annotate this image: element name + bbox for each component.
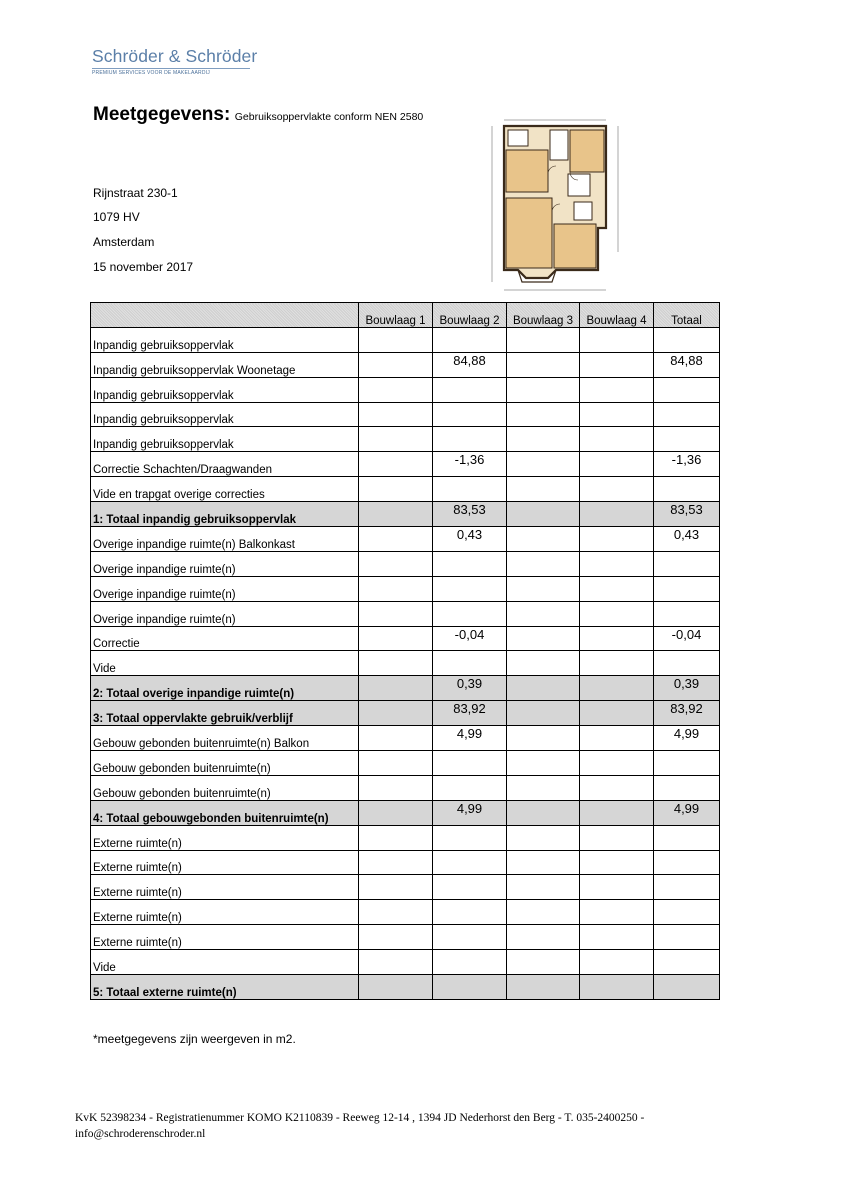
row-label: Overige inpandige ruimte(n) (91, 576, 359, 601)
table-header-label (91, 303, 359, 328)
row-label: 3: Totaal oppervlakte gebruik/verblijf (91, 701, 359, 726)
cell-b4 (580, 701, 654, 726)
address-city: Amsterdam (93, 235, 155, 249)
cell-b3 (507, 975, 580, 1000)
table-total-row (91, 701, 720, 726)
table-row (91, 900, 720, 925)
cell-totaal: 83,92 (654, 701, 720, 726)
cell-b3 (507, 502, 580, 527)
table-row (91, 427, 720, 452)
row-label: 4: Totaal gebouwgebonden buitenruimte(n) (91, 800, 359, 825)
table-row (91, 751, 720, 776)
page-title: Meetgegevens: (93, 104, 231, 125)
cell-totaal (654, 950, 720, 975)
cell-b2 (433, 975, 507, 1000)
cell-totaal: 4,99 (654, 726, 720, 751)
cell-b3 (507, 751, 580, 776)
cell-totaal (654, 477, 720, 502)
cell-totaal: -1,36 (654, 452, 720, 477)
row-label: Correctie Schachten/Draagwanden (91, 452, 359, 477)
cell-b2 (433, 402, 507, 427)
cell-b2: 0,39 (433, 676, 507, 701)
table-row (91, 527, 720, 552)
cell-b4 (580, 875, 654, 900)
cell-b3 (507, 651, 580, 676)
table-row (91, 452, 720, 477)
table-total-row (91, 800, 720, 825)
cell-totaal (654, 751, 720, 776)
cell-b2 (433, 925, 507, 950)
cell-b3 (507, 800, 580, 825)
cell-b2: 84,88 (433, 352, 507, 377)
cell-b1 (359, 676, 433, 701)
row-label: Gebouw gebonden buitenruimte(n) Balkon (91, 726, 359, 751)
company-logo (92, 46, 257, 76)
cell-b4 (580, 800, 654, 825)
cell-b1 (359, 775, 433, 800)
table-row (91, 327, 720, 352)
cell-totaal (654, 427, 720, 452)
table-row (91, 551, 720, 576)
cell-b1 (359, 850, 433, 875)
cell-totaal (654, 402, 720, 427)
table-row (91, 626, 720, 651)
cell-totaal (654, 850, 720, 875)
table-total-row (91, 975, 720, 1000)
cell-b3 (507, 925, 580, 950)
cell-b3 (507, 601, 580, 626)
cell-b2 (433, 327, 507, 352)
table-header-bouwlaag-4: Bouwlaag 4 (580, 303, 654, 328)
cell-totaal: 0,39 (654, 676, 720, 701)
cell-b1 (359, 875, 433, 900)
table-row (91, 775, 720, 800)
cell-b3 (507, 377, 580, 402)
row-label: Externe ruimte(n) (91, 925, 359, 950)
cell-b4 (580, 850, 654, 875)
cell-b1 (359, 825, 433, 850)
cell-b3 (507, 327, 580, 352)
cell-b4 (580, 601, 654, 626)
cell-b4 (580, 726, 654, 751)
cell-b3 (507, 875, 580, 900)
measurement-table (90, 302, 720, 1000)
row-label: 2: Totaal overige inpandige ruimte(n) (91, 676, 359, 701)
row-label: Inpandig gebruiksoppervlak (91, 327, 359, 352)
cell-b2: 0,43 (433, 527, 507, 552)
cell-b3 (507, 825, 580, 850)
cell-b1 (359, 327, 433, 352)
cell-b1 (359, 527, 433, 552)
table-row (91, 850, 720, 875)
cell-totaal (654, 327, 720, 352)
cell-b2 (433, 875, 507, 900)
table-row (91, 477, 720, 502)
cell-totaal (654, 825, 720, 850)
cell-totaal (654, 975, 720, 1000)
cell-totaal: 83,53 (654, 502, 720, 527)
cell-b2 (433, 477, 507, 502)
cell-b4 (580, 377, 654, 402)
footer (75, 1110, 644, 1142)
row-label: Inpandig gebruiksoppervlak (91, 377, 359, 402)
cell-b3 (507, 452, 580, 477)
cell-b1 (359, 377, 433, 402)
cell-b3 (507, 775, 580, 800)
cell-totaal (654, 576, 720, 601)
cell-b3 (507, 850, 580, 875)
cell-b1 (359, 477, 433, 502)
cell-b1 (359, 701, 433, 726)
cell-b3 (507, 551, 580, 576)
cell-b1 (359, 925, 433, 950)
cell-totaal (654, 925, 720, 950)
document-heading (93, 104, 423, 126)
cell-totaal (654, 551, 720, 576)
address-street: Rijnstraat 230-1 (93, 186, 178, 200)
row-label: Externe ruimte(n) (91, 825, 359, 850)
cell-b2 (433, 775, 507, 800)
cell-b3 (507, 900, 580, 925)
row-label: Inpandig gebruiksoppervlak (91, 427, 359, 452)
cell-b4 (580, 452, 654, 477)
cell-b1 (359, 626, 433, 651)
cell-b4 (580, 651, 654, 676)
row-label: 1: Totaal inpandig gebruiksoppervlak (91, 502, 359, 527)
cell-b1 (359, 402, 433, 427)
table-header-totaal: Totaal (654, 303, 720, 328)
cell-b4 (580, 551, 654, 576)
cell-b4 (580, 925, 654, 950)
cell-b1 (359, 452, 433, 477)
row-label: Externe ruimte(n) (91, 850, 359, 875)
cell-b4 (580, 900, 654, 925)
row-label: Vide en trapgat overige correcties (91, 477, 359, 502)
row-label: Overige inpandige ruimte(n) (91, 551, 359, 576)
cell-b1 (359, 975, 433, 1000)
cell-b4 (580, 402, 654, 427)
cell-b2 (433, 427, 507, 452)
cell-b2 (433, 377, 507, 402)
table-header-row (91, 303, 720, 328)
cell-b1 (359, 576, 433, 601)
cell-b4 (580, 527, 654, 552)
cell-b4 (580, 352, 654, 377)
table-row (91, 950, 720, 975)
cell-totaal: 4,99 (654, 800, 720, 825)
measurement-note: *meetgegevens zijn weergeven in m2. (93, 1032, 296, 1046)
table-header-bouwlaag-3: Bouwlaag 3 (507, 303, 580, 328)
cell-b2: 83,53 (433, 502, 507, 527)
cell-b2: -0,04 (433, 626, 507, 651)
cell-b1 (359, 427, 433, 452)
page-subtitle: Gebruiksoppervlakte conform NEN 2580 (234, 111, 424, 123)
cell-totaal (654, 900, 720, 925)
table-header-bouwlaag-1: Bouwlaag 1 (359, 303, 433, 328)
cell-b4 (580, 502, 654, 527)
table-header-bouwlaag-2: Bouwlaag 2 (433, 303, 507, 328)
cell-b3 (507, 576, 580, 601)
cell-b3 (507, 626, 580, 651)
cell-totaal (654, 601, 720, 626)
cell-b4 (580, 477, 654, 502)
cell-b2: 83,92 (433, 701, 507, 726)
cell-b2 (433, 601, 507, 626)
table-row (91, 726, 720, 751)
cell-b3 (507, 477, 580, 502)
table-row (91, 352, 720, 377)
row-label: Gebouw gebonden buitenruimte(n) (91, 775, 359, 800)
cell-totaal: -0,04 (654, 626, 720, 651)
table-row (91, 601, 720, 626)
cell-b1 (359, 900, 433, 925)
logo-underline (92, 68, 250, 69)
row-label: Vide (91, 651, 359, 676)
row-label: Inpandig gebruiksoppervlak Woonetage (91, 352, 359, 377)
cell-b2 (433, 551, 507, 576)
cell-b2 (433, 850, 507, 875)
cell-totaal (654, 651, 720, 676)
cell-b3 (507, 701, 580, 726)
address-postal: 1079 HV (93, 210, 140, 224)
cell-b3 (507, 527, 580, 552)
row-label: Gebouw gebonden buitenruimte(n) (91, 751, 359, 776)
cell-totaal (654, 875, 720, 900)
cell-b1 (359, 651, 433, 676)
cell-b4 (580, 775, 654, 800)
cell-b1 (359, 601, 433, 626)
cell-totaal (654, 775, 720, 800)
cell-b3 (507, 676, 580, 701)
table-row (91, 925, 720, 950)
table-row (91, 825, 720, 850)
table-total-row (91, 502, 720, 527)
cell-b2 (433, 651, 507, 676)
cell-b4 (580, 950, 654, 975)
cell-b4 (580, 427, 654, 452)
cell-b4 (580, 975, 654, 1000)
logo-tagline: PREMIUM SERVICES VOOR DE MAKELAARDIJ (92, 70, 210, 76)
footer-email: info@schroderenschroder.nl (75, 1128, 206, 1140)
table-row (91, 402, 720, 427)
row-label: 5: Totaal externe ruimte(n) (91, 975, 359, 1000)
cell-b1 (359, 502, 433, 527)
table-total-row (91, 676, 720, 701)
row-label: Correctie (91, 626, 359, 651)
cell-b2: -1,36 (433, 452, 507, 477)
cell-b1 (359, 726, 433, 751)
row-label: Vide (91, 950, 359, 975)
row-label: Overige inpandige ruimte(n) (91, 601, 359, 626)
table-row (91, 377, 720, 402)
footer-company-info: KvK 52398234 - Registratienummer KOMO K2110839 - Reeweg 12-14 , 1394 JD Nederhorst den Berg - T. 035-2400250 - (75, 1112, 645, 1124)
cell-b4 (580, 576, 654, 601)
cell-b1 (359, 352, 433, 377)
cell-b2: 4,99 (433, 800, 507, 825)
cell-b3 (507, 726, 580, 751)
cell-totaal (654, 377, 720, 402)
cell-b4 (580, 626, 654, 651)
cell-b4 (580, 751, 654, 776)
cell-b1 (359, 800, 433, 825)
cell-b3 (507, 427, 580, 452)
cell-b1 (359, 751, 433, 776)
cell-b3 (507, 352, 580, 377)
cell-b2 (433, 950, 507, 975)
table-row (91, 651, 720, 676)
cell-totaal: 0,43 (654, 527, 720, 552)
cell-b3 (507, 402, 580, 427)
measurement-date: 15 november 2017 (93, 260, 194, 274)
cell-b4 (580, 676, 654, 701)
cell-totaal: 84,88 (654, 352, 720, 377)
floor-plan-image (486, 112, 626, 298)
table-row (91, 576, 720, 601)
cell-b2 (433, 825, 507, 850)
cell-b2 (433, 751, 507, 776)
cell-b2 (433, 576, 507, 601)
row-label: Overige inpandige ruimte(n) Balkonkast (91, 527, 359, 552)
cell-b1 (359, 551, 433, 576)
logo-name: Schröder & Schröder (92, 46, 258, 66)
cell-b2: 4,99 (433, 726, 507, 751)
cell-b4 (580, 825, 654, 850)
cell-b2 (433, 900, 507, 925)
row-label: Inpandig gebruiksoppervlak (91, 402, 359, 427)
table-row (91, 875, 720, 900)
cell-b4 (580, 327, 654, 352)
cell-b3 (507, 950, 580, 975)
cell-b1 (359, 950, 433, 975)
row-label: Externe ruimte(n) (91, 900, 359, 925)
row-label: Externe ruimte(n) (91, 875, 359, 900)
